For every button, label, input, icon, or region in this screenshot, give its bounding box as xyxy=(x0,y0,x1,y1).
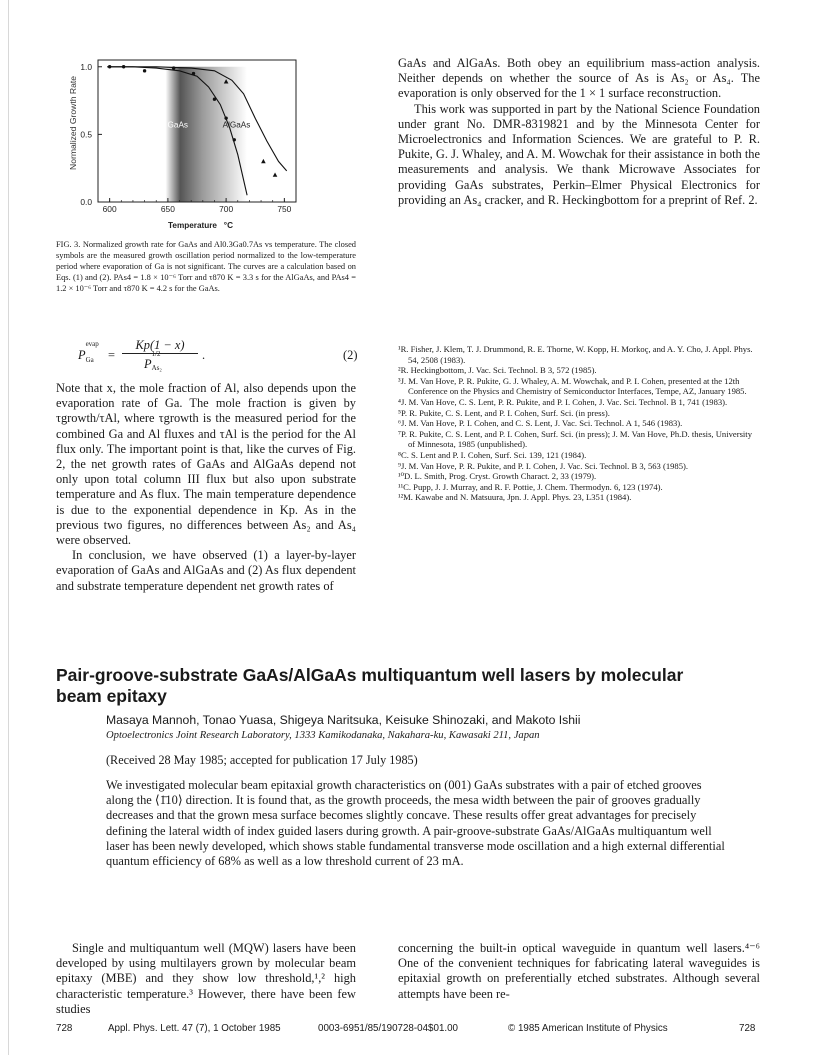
reference: ¹R. Fisher, J. Klem, T. J. Drummond, R. E. Thorne, W. Kopp, H. Morkoç, and A. Y. Cho, J. Appl. Phys. 54, 2508 (1983). xyxy=(398,344,753,365)
y-tick-label: 0.5 xyxy=(80,129,92,140)
reference: ¹⁰D. L. Smith, Prog. Cryst. Growth Charact. 2, 33 (1979). xyxy=(398,471,597,482)
article-title xyxy=(56,665,776,707)
footer-journal: Appl. Phys. Lett. 47 (7), 1 October 1985 xyxy=(108,1023,281,1034)
y-tick-label: 1.0 xyxy=(80,61,92,72)
body-left-column: Single and multiquantum well (MQW) lasers have been developed by using multilayers grown by molecular beam epitaxy (MBE) and they show low threshold,¹,² high characteristic temperature.³ However, there have been few studies xyxy=(56,941,356,1016)
data-point-algaas xyxy=(273,172,278,176)
eq-denominator: P xyxy=(144,357,152,371)
data-point-gaas xyxy=(192,72,195,75)
x-tick-label: 650 xyxy=(160,204,175,214)
footer xyxy=(56,1023,760,1037)
equation-2: P evap Ga = Kp(1 − x) P 1/2 As₂ . (2) xyxy=(78,338,358,372)
page-edge-line xyxy=(8,0,9,1055)
region-label-gaas: GaAs xyxy=(167,120,189,130)
reference: ¹¹C. Pupp, J. J. Murray, and R. F. Pottie, J. Chem. Thermodyn. 6, 123 (1974). xyxy=(398,481,663,492)
reference: ²R. Heckingbottom, J. Vac. Sci. Technol. B 3, 572 (1985). xyxy=(398,365,597,376)
received-date: (Received 28 May 1985; accepted for publication 17 July 1985) xyxy=(106,753,418,767)
equation-number: (2) xyxy=(343,348,358,362)
x-axis-label: Temperature °C xyxy=(168,221,233,230)
right-column-top xyxy=(398,56,760,208)
reference: ⁴J. M. Van Hove, C. S. Lent, P. R. Pukite, and P. I. Cohen, J. Vac. Sci. Technol. B 1, 741 (1983). xyxy=(398,396,728,407)
reference: ⁷P. R. Pukite, C. S. Lent, and P. I. Cohen, Surf. Sci. (in press); J. M. Van Hove, Ph.D. thesis, University of Minnesota, 1985 (unpublished). xyxy=(398,428,752,450)
region-label-algaas: AlGaAs xyxy=(222,120,251,130)
reference: ¹²M. Kawabe and N. Matsuura, Jpn. J. Appl. Phys. 23, L351 (1984). xyxy=(398,492,632,503)
paragraph: This work was supported in part by the National Science Foundation under grant No. DMR-8319821 and by the Minnesota Center for Microelectronics and Information Sciences. We are grateful to P. R. Pukite, G. J. Whaley, and A. M. Wowchak for their assistance in both the measurements and analysis. We thank Microwave Associates for providing GaAs substrates, Perkin–Elmer Physical Electronics for providing an As₄ cracker, and R. Heckingbottom for a preprint of Ref. 2. xyxy=(398,101,760,207)
left-column-text xyxy=(56,381,356,594)
eq-den-sup: 1/2 xyxy=(151,350,161,358)
figure-caption: FIG. 3. Normalized growth rate for GaAs and Al0.3Ga0.7As vs temperature. The closed symbols are the measured growth oscillation period normalized to the low-temperature period where evaporation of Ga is not significant. The curves are a calculation based on Eqs. (1) and (2). PAs4 = 1.8 × 10⁻⁶ Torr and τ870 K = 3.3 s for the AlGaAs, and PAs4 = 1.2 × 10⁻⁶ Torr and τ870 K = 4.2 s for the GaAs. xyxy=(56,240,356,293)
article-affiliation: Optoelectronics Joint Research Laboratory, 1333 Kamikodanaka, Nakahara-ku, Kawasaki 211, Japan xyxy=(106,730,540,741)
data-point-gaas xyxy=(122,65,125,68)
data-point-algaas xyxy=(261,159,266,163)
x-tick-label: 700 xyxy=(219,204,234,214)
eq-den-sub: As₂ xyxy=(151,364,162,372)
growth-rate-chart xyxy=(56,50,306,240)
eq-lhs-sup: evap xyxy=(85,340,99,348)
eq-lhs-sub: Ga xyxy=(85,356,94,364)
figure-3 xyxy=(56,50,306,240)
abstract: We investigated molecular beam epitaxial growth characteristics on (001) GaAs substrates with a pair of etched grooves along the ⟨1̄10⟩ direction. It is found that, as the growth proceeds, the mesa width between the pair of grooves gradually decreases and that the grown mesa surface becomes slightly concave. These results offer great advantages for precisely defining the lateral width of index guided lasers during growth. A pair-groove-substrate GaAs/AlGaAs multiquantum well laser has been newly developed, which shows stable fundamental transverse mode oscillation and a high external differential quantum efficiency of 68% as well as a low threshold current of 23 mA. xyxy=(106,778,725,869)
reference: ⁹J. M. Van Hove, P. R. Pukite, and P. I. Cohen, J. Vac. Sci. Technol. B 3, 563 (1985). xyxy=(398,460,689,471)
data-point-gaas xyxy=(233,138,236,141)
body-right-column: concerning the built-in optical waveguide in quantum well lasers.⁴⁻⁶ One of the convenient techniques for fabricating lateral waveguides is epitaxial growth on preferentially etched substrates. Although several attempts have been re- xyxy=(398,941,760,1001)
reference: ³J. M. Van Hove, P. R. Pukite, G. J. Whaley, A. M. Wowchak, and P. I. Cohen, presented at the 12th Conference on the Physics and Chemistry of Semiconductor Interfaces, Tempe, AZ, January 1985. xyxy=(398,375,747,397)
paragraph: GaAs and AlGaAs. Both obey an equilibrium mass-action analysis. Neither depends on whether the source of As is As₂ or As₄. The evaporation is only observed for the 1 × 1 surface reconstruction. xyxy=(398,56,760,101)
footer-code: 0003-6951/85/190728-04$01.00 xyxy=(318,1023,459,1034)
reference: ⁸C. S. Lent and P. I. Cohen, Surf. Sci. 139, 121 (1984). xyxy=(398,449,587,460)
x-tick-label: 750 xyxy=(277,204,292,214)
shaded-region xyxy=(166,67,248,202)
eq-numerator: Kp(1 − x) xyxy=(135,338,185,352)
y-axis-label: Normalized Growth Rate xyxy=(68,75,78,170)
references xyxy=(398,344,760,503)
footer-copyright: © 1985 American Institute of Physics xyxy=(508,1023,668,1034)
eq-lhs: P xyxy=(78,348,86,362)
data-point-gaas xyxy=(108,65,111,68)
data-point-gaas xyxy=(172,66,175,69)
data-point-gaas xyxy=(143,69,146,72)
paragraph: In conclusion, we have observed (1) a layer-by-layer evaporation of GaAs and AlGaAs and (2) As flux dependent and substrate temperature dependent net growth rates of xyxy=(56,548,356,593)
footer-page-left: 728 xyxy=(56,1023,73,1034)
article-authors: Masaya Mannoh, Tonao Yuasa, Shigeya Naritsuka, Keisuke Shinozaki, and Makoto Ishii xyxy=(106,713,581,727)
y-tick-label: 0.0 xyxy=(80,197,92,207)
reference: ⁵P. R. Pukite, C. S. Lent, and P. I. Cohen, Surf. Sci. (in press). xyxy=(398,407,610,418)
x-tick-label: 600 xyxy=(102,204,117,214)
article-title-line-2: beam epitaxy xyxy=(56,686,167,706)
reference: ⁶J. M. Van Hove, P. I. Cohen, and C. S. Lent, J. Vac. Sci. Technol. A 1, 546 (1983). xyxy=(398,418,683,429)
data-point-gaas xyxy=(224,116,227,119)
article-title-line-1: Pair-groove-substrate GaAs/AlGaAs multiquantum well lasers by molecular xyxy=(56,665,684,685)
paragraph: Note that x, the mole fraction of Al, also depends upon the evaporation rate of Ga. The mole fraction is given by τgrowth/τAl, where τgrowth is the measured period for the combined Ga and Al fluxes and τAl is the period for the Al flux only. The important point is that, like the curves of Fig. 2, the net growth rates of GaAs and AlGaAs depend not only upon total column III flux but also upon substrate temperature and As flux. The main temperature dependence is due to the exponential dependence in Kp. As in the previous two figures, no differences between As₂ and As₄ were observed. xyxy=(56,381,356,548)
data-point-gaas xyxy=(213,98,216,101)
footer-page-right: 728 xyxy=(739,1023,756,1034)
